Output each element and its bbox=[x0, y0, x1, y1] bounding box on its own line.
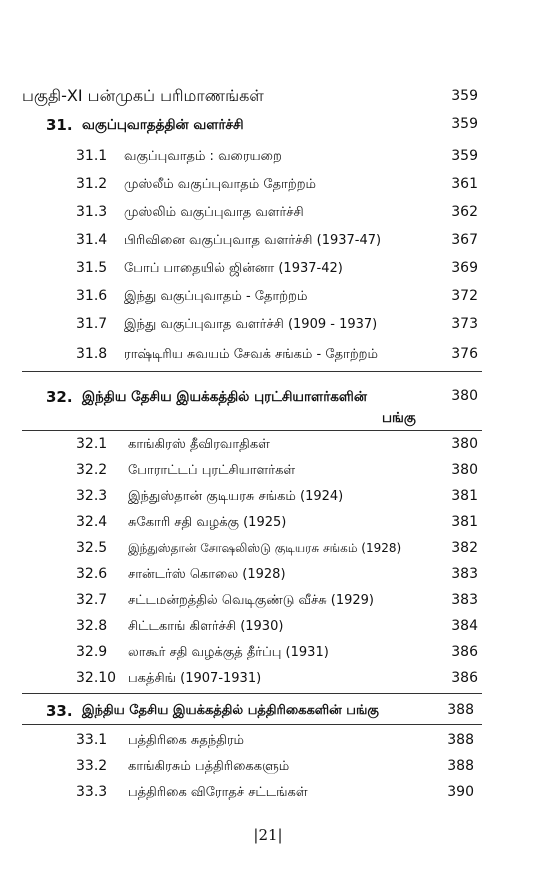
chapter-number: 31. bbox=[46, 116, 73, 134]
page-number: |21| bbox=[253, 826, 283, 844]
section-number: 31.7 bbox=[76, 316, 108, 332]
section-title: இந்து வகுப்புவாத வளர்ச்சி (1909 - 1937) bbox=[124, 317, 378, 332]
chapter-title: வகுப்புவாதத்தின் வளர்ச்சி bbox=[82, 117, 244, 133]
section-number: 32.8 bbox=[76, 618, 108, 634]
chapter-31-heading bbox=[0, 116, 536, 140]
chapter-32-heading bbox=[0, 388, 536, 412]
section-number: 31.4 bbox=[76, 232, 108, 248]
section-row bbox=[0, 566, 536, 590]
section-row bbox=[0, 176, 536, 200]
section-title: ராஷ்டிரிய சுவயம் சேவக் சங்கம் - தோற்றம் bbox=[124, 347, 378, 362]
section-number: 31.3 bbox=[76, 204, 108, 220]
section-page: 380 bbox=[451, 462, 478, 478]
section-number: 32.1 bbox=[76, 436, 108, 452]
section-number: 32.7 bbox=[76, 592, 108, 608]
section-page: 383 bbox=[451, 566, 478, 582]
part-title: பகுதி-XI பன்முகப் பரிமாணங்கள் bbox=[22, 86, 264, 105]
section-number: 31.2 bbox=[76, 176, 108, 192]
chapter-title-continued: பங்கு bbox=[382, 410, 416, 426]
section-page: 381 bbox=[451, 514, 478, 530]
section-number: 31.8 bbox=[76, 346, 108, 362]
section-page: 383 bbox=[451, 592, 478, 608]
section-number: 33.1 bbox=[76, 732, 108, 748]
section-row bbox=[0, 592, 536, 616]
section-number: 32.3 bbox=[76, 488, 108, 504]
section-title: இந்துஸ்தான் குடியரசு சங்கம் (1924) bbox=[128, 489, 344, 504]
section-row bbox=[0, 758, 536, 782]
section-page: 381 bbox=[451, 488, 478, 504]
section-title: சான்டர்ஸ் கொலை (1928) bbox=[128, 567, 286, 582]
section-page: 380 bbox=[451, 436, 478, 452]
section-number: 33.2 bbox=[76, 758, 108, 774]
part-heading bbox=[0, 86, 536, 110]
section-page: 373 bbox=[451, 316, 478, 332]
section-page: 361 bbox=[451, 176, 478, 192]
section-title: லாகூர் சதி வழக்குத் தீர்ப்பு (1931) bbox=[128, 645, 329, 660]
section-row bbox=[0, 288, 536, 312]
section-number: 31.1 bbox=[76, 148, 108, 164]
section-row bbox=[0, 514, 536, 538]
chapter-title: இந்திய தேசிய இயக்கத்தில் புரட்சியாளர்களின் bbox=[82, 389, 367, 405]
section-number: 32.2 bbox=[76, 462, 108, 478]
section-page: 367 bbox=[451, 232, 478, 248]
section-page: 386 bbox=[451, 644, 478, 660]
section-row bbox=[0, 260, 536, 284]
section-row bbox=[0, 644, 536, 668]
section-title: வகுப்புவாதம் : வரையறை bbox=[124, 149, 282, 164]
section-row bbox=[0, 316, 536, 340]
section-row bbox=[0, 232, 536, 256]
section-title: பிரிவினை வகுப்புவாத வளர்ச்சி (1937-47) bbox=[124, 233, 382, 248]
section-row bbox=[0, 732, 536, 756]
section-row bbox=[0, 148, 536, 172]
section-title: பகத்சிங் (1907-1931) bbox=[128, 671, 262, 686]
section-page: 388 bbox=[447, 732, 474, 748]
section-number: 32.4 bbox=[76, 514, 108, 530]
section-page: 384 bbox=[451, 618, 478, 634]
section-page: 376 bbox=[451, 346, 478, 362]
section-title: காங்கிரஸ் தீவிரவாதிகள் bbox=[128, 437, 270, 452]
section-title: பத்திரிகை விரோதச் சட்டங்கள் bbox=[128, 785, 308, 800]
section-number: 33.3 bbox=[76, 784, 108, 800]
section-number: 31.6 bbox=[76, 288, 108, 304]
section-title: சுகோரி சதி வழக்கு (1925) bbox=[128, 515, 287, 530]
chapter-title: இந்திய தேசிய இயக்கத்தில் பத்திரிகைகளின் பங்கு bbox=[82, 703, 379, 718]
divider bbox=[22, 371, 482, 372]
section-row bbox=[0, 346, 536, 370]
section-row bbox=[0, 488, 536, 512]
section-row bbox=[0, 618, 536, 642]
section-number: 32.6 bbox=[76, 566, 108, 582]
section-title: முஸ்லீம் வகுப்புவாதம் தோற்றம் bbox=[124, 177, 317, 192]
chapter-33-heading bbox=[0, 702, 536, 726]
section-title: போப் பாதையில் ஜின்னா (1937-42) bbox=[124, 261, 343, 276]
section-title: சட்டமன்றத்தில் வெடிகுண்டு வீச்சு (1929) bbox=[128, 593, 374, 608]
chapter-number: 32. bbox=[46, 388, 73, 406]
section-row bbox=[0, 462, 536, 486]
section-page: 362 bbox=[451, 204, 478, 220]
section-page: 372 bbox=[451, 288, 478, 304]
section-title: இந்து வகுப்புவாதம் - தோற்றம் bbox=[124, 289, 308, 304]
section-title: சிட்டகாங் கிளர்ச்சி (1930) bbox=[128, 619, 284, 634]
divider bbox=[22, 693, 482, 694]
section-title: பத்திரிகை சுதந்திரம் bbox=[128, 733, 245, 748]
divider bbox=[22, 430, 482, 431]
section-number: 32.10 bbox=[76, 670, 117, 686]
section-page: 386 bbox=[451, 670, 478, 686]
section-title: முஸ்லிம் வகுப்புவாத வளர்ச்சி bbox=[124, 205, 304, 220]
section-number: 32.5 bbox=[76, 540, 108, 556]
chapter-page: 380 bbox=[451, 388, 478, 404]
section-row bbox=[0, 784, 536, 808]
section-row bbox=[0, 540, 536, 564]
section-title: போராட்டப் புரட்சியாளர்கள் bbox=[128, 463, 296, 478]
section-row bbox=[0, 436, 536, 460]
section-page: 388 bbox=[447, 758, 474, 774]
chapter-number: 33. bbox=[46, 702, 73, 720]
divider bbox=[22, 724, 482, 725]
section-title: காங்கிரசும் பத்திரிகைகளும் bbox=[128, 759, 290, 774]
section-page: 369 bbox=[451, 260, 478, 276]
section-page: 390 bbox=[447, 784, 474, 800]
part-page: 359 bbox=[451, 88, 478, 104]
chapter-page: 359 bbox=[451, 116, 478, 132]
section-number: 31.5 bbox=[76, 260, 108, 276]
chapter-page: 388 bbox=[447, 702, 474, 718]
section-row bbox=[0, 204, 536, 228]
section-row bbox=[0, 670, 536, 694]
section-number: 32.9 bbox=[76, 644, 108, 660]
section-page: 359 bbox=[451, 148, 478, 164]
section-title: இந்துஸ்தான் சோஷலிஸ்டு குடியரசு சங்கம் (1928) bbox=[128, 541, 402, 555]
section-page: 382 bbox=[451, 540, 478, 556]
